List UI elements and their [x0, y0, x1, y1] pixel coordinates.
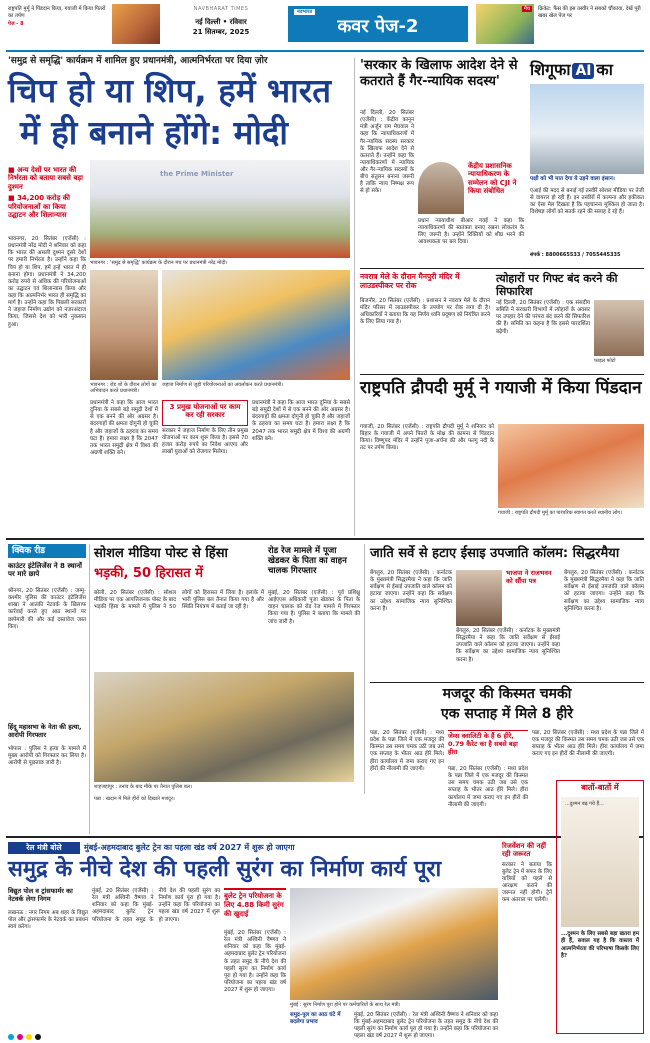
quick-read-item-2-title[interactable]: हिंदू महासभा के नेता की हत्या, आरोपी गिरफ्तार [8, 723, 82, 739]
murmu-headline: राष्ट्रपति द्रौपदी मुर्मू ने गयाजी में किया पिंडदान [360, 378, 642, 398]
rail-kicker-label: रेल मंत्री बोले [8, 842, 80, 854]
rail-headline: समुद्र के नीचे देश की पहली सुरंग का निर्माण कार्य पूरा [8, 857, 442, 882]
shigufa-contact: संपर्क : 8800665533 / 7055445335 [530, 252, 621, 258]
caste-body: बेंगलुरु, 20 सितंबर (एजेंसी) : कर्नाटक के मुख्यमंत्री सिद्धरमैया ने कहा कि जाति सर्वेक्षण से ईसाई उपजाति वाले कॉलम को हटाया जाएगा। उन्होंने कहा कि सर्वेक्षण का उद्देश्य सामाजिक न्याय सुनिश्चित करना है। [370, 570, 452, 612]
left-promo-photo [112, 4, 160, 44]
murmu-body: गयाजी, 20 सितंबर (एजेंसी) : राष्ट्रपति द्रौपदी मुर्मू ने शनिवार को बिहार के गयाजी में अपने पितरों के मोक्ष की कामना से पिंडदान किया। विष्णुपद मंदिर में उन्होंने पूजा-अर्चना की और फल्गु नदी के तट पर तर्पण किया। [360, 424, 494, 452]
lead-body-col1: भावनगर, 20 सितंबर (एजेंसी) : प्रधानमंत्री नरेंद्र मोदी ने शनिवार को कहा कि भारत की असली दुश्मन दूसरे देशों पर हमारी निर्भरता है। उन्होंने कहा कि चिप हो या शिप, हमें इन्हें भारत में ही बनाना होगा। प्रधानमंत्री ने 34,200 करोड़ रुपये से अधिक की परियोजनाओं का उद्घाटन एवं शिलान्यास किया और कहा कि आत्मनिर्भर भारत ही समृद्धि का मार्ग है। उन्होंने कहा कि पिछली सरकारों ने जहाज निर्माण उद्योग को नजरअंदाज किया, जिससे देश को भारी नुकसान हुआ। [8, 236, 86, 328]
rail-reserve-headline: रिजर्वेशन की नहीं रही जरूरत [502, 842, 546, 859]
lead-headline-1: चिप हो या शिप, हमें भारत [8, 71, 332, 110]
rail-caption: मुंबई : सुरंग निर्माण पूरा होने पर कर्मचारियों के साथ रेल मंत्री। [290, 1002, 401, 1008]
quick-read-item-3-body: लखनऊ : नगर निगम अब शहर के विद्युत पोल और ट्रांसफार्मर के नेटवर्क का प्रबंधन स्वयं करेगा। [8, 910, 88, 931]
shigufa-caption: पक्षी को भी मात देगा ये उड़ने वाला इंसान। [530, 176, 615, 182]
lead-bullets [8, 166, 86, 232]
page-title: कवर पेज-2 [337, 16, 419, 37]
social-headline-1: सोशल मीडिया पोस्ट से हिंसा [94, 546, 228, 561]
lead-body-col4: प्रधानमंत्री ने कहा कि आज भारत दुनिया के सबसे बड़े समुद्री देशों में से एक बनने की ओर अग्रसर है। बंदरगाहों की क्षमता दोगुनी हो चुकी है और जहाजों के ठहराव का समय घटा है। हमारा लक्ष्य है कि 2047 तक भारत समुद्री क्षेत्र में विश्व की अग्रणी शक्ति बने। [252, 400, 350, 442]
rule-caste-bottom [370, 682, 644, 683]
right-promo[interactable] [538, 6, 644, 44]
baaton-cartoon-caption: ...दुश्मन बढ़ गये हैं... [565, 801, 604, 807]
diamond-body-3: पन्ना, 20 सितंबर (एजेंसी) : मध्य प्रदेश के पन्ना जिले में एक मजदूर की किस्मत उस समय चमक उठी जब उसे एक सप्ताह के भीतर आठ हीरे मिले। हीरा कार्यालय में जमा कराए गए इन हीरों की नीलामी की जाएगी। [532, 730, 644, 758]
shigufa-header: शिगूफा AI का [530, 60, 613, 79]
page-title-box [288, 6, 468, 42]
caste-headline: जाति सर्वे से हटाए ईसाइ उपजाति कॉलम: सिद्धरमैया [370, 546, 620, 561]
right-promo-text: क्रिकेट: फैंस की इस तस्वीर ने सबको चौंकाया, देखें पूरी खबर खेल पेज पर [538, 6, 641, 19]
rail-reserve-body: सरकार ने बताया कि बुलेट ट्रेन में सफर के लिए यात्रियों को पहले से आरक्षण कराने की जरूरत नहीं होगी। ट्रेनें कम अंतराल पर चलेंगी। [502, 861, 552, 904]
social-body: बरेली, 20 सितंबर (एजेंसी) : सोशल मीडिया पर एक आपत्तिजनक पोस्ट के बाद भड़की हिंसा के मामले में पुलिस ने 50 लोगों को हिरासत में लिया है। इलाके में भारी पुलिस बल तैनात किया गया है और स्थिति नियंत्रण में बताई जा रही है। [94, 590, 264, 611]
quick-read-item-3-title[interactable]: विद्युत पोल व ट्रांसफार्मर का नेटवर्क लेगा निगम [8, 887, 73, 903]
caste-photo [456, 570, 502, 626]
caste-body-2: बेंगलुरु, 20 सितंबर (एजेंसी) : कर्नाटक के मुख्यमंत्री सिद्धरमैया ने कहा कि जाति सर्वेक्षण से ईसाई उपजाति वाले कॉलम को हटाया जाएगा। उन्होंने कहा कि सर्वेक्षण का उद्देश्य सामाजिक न्याय सुनिश्चित करना है। [456, 628, 560, 663]
left-promo-label: पेज - 8 [8, 20, 24, 27]
left-promo-text: राष्ट्रपति मुर्मू ने पिंडदान किया, गयाजी में किया पितरों का तर्पण [8, 6, 106, 19]
caste-box: भाजपा ने राजभवन को सौंपा पत्र [506, 569, 552, 585]
festival-caption: फाइल फोटो [594, 358, 616, 364]
diamond-body: पन्ना, 20 सितंबर (एजेंसी) : मध्य प्रदेश के पन्ना जिले में एक मजदूर की किस्मत उस समय चमक उठी जब उसे एक सप्ताह के भीतर आठ हीरे मिले। हीरा कार्यालय में जमा कराए गए इन हीरों की नीलामी की जाएगी। [370, 730, 444, 772]
quick-read-item-2-body: भोपाल : पुलिस ने हत्या के मामले में मुख्य आरोपी को गिरफ्तार कर लिया है। आरोपी से पूछताछ जारी है। [8, 746, 86, 767]
baaton-quote: ...दुश्मन के लिए सबसे बड़ा खतरा हम ही हैं, सवाल यह है कि वास्तव में आत्मनिर्भरता की परिभाषा किसके लिए है? [561, 931, 639, 959]
navratra-headline: नवरात्र मेले के दौरान मैनपुरी मंदिर में लाउडस्पीकर पर रोक [360, 272, 460, 291]
navratra-body: बिजनौर, 20 सितंबर (एजेंसी) : प्रशासन ने नवरात्र मेले के दौरान मंदिर परिसर में लाउडस्पीकर के उपयोग पर रोक लगा दी है। अधिकारियों ने बताया कि यह निर्णय ध्वनि प्रदूषण को नियंत्रित करने के लिए लिया गया है। [360, 298, 490, 326]
lead-photo-small-caption: भावनगर : रोड शो के दौरान लोगों का अभिवादन करते प्रधानमंत्री। [90, 382, 157, 395]
baaton-label: बातों-बातों में [557, 781, 643, 795]
lead-bullet-1: ■ अन्य देशों पर भारत की निर्भरता को बताया सबसे बड़ा दुश्मन [8, 166, 83, 191]
rule-right-top [360, 268, 644, 269]
ai-badge: AI [572, 63, 594, 79]
festival-headline: त्योहारों पर गिफ्ट बंद करने की सिफारिश [496, 272, 618, 299]
col-divider-2 [89, 544, 90, 834]
col-divider-3 [364, 544, 365, 794]
registration-marks [8, 1034, 41, 1040]
masthead-rule [6, 50, 644, 52]
right-badge: मैच [523, 6, 530, 12]
lead-kicker: 'समुद्र से समृद्धि' कार्यक्रम में शामिल हुए प्रधानमंत्री, आत्मनिर्भरता पर दिया ज़ोर [8, 56, 268, 66]
quick-read-label: क्विक रीड [8, 544, 86, 558]
quick-read-item-1-body: श्रीनगर, 20 सितंबर (एजेंसी) : जम्मू-कश्मीर पुलिस की काउंटर इंटेलिजेंस शाखा ने आतंकी नेटवर्क के खिलाफ कार्रवाई करते हुए आठ स्थानों पर छापेमारी की और कई दस्तावेज जब्त किए। [8, 588, 86, 630]
baaton-cartoon [561, 797, 639, 927]
date-block [166, 6, 276, 44]
caste-body-3: बेंगलुरु, 20 सितंबर (एजेंसी) : कर्नाटक के मुख्यमंत्री सिद्धरमैया ने कहा कि जाति सर्वेक्षण से ईसाई उपजाति वाले कॉलम को हटाया जाएगा। उन्होंने कहा कि सर्वेक्षण का उद्देश्य सामाजिक न्याय सुनिश्चित करना है। [564, 570, 644, 612]
rail-photo [290, 888, 498, 1000]
festival-body: नई दिल्ली, 20 सितंबर (एजेंसी) : एक संसदीय समिति ने सरकारी विभागों में त्योहारों के अवसर पर उपहार देने की परंपरा बंद करने की सिफारिश की है। समिति का कहना है कि इससे पारदर्शिता बढ़ेगी। [496, 300, 590, 335]
shigufa-photo [530, 84, 644, 174]
rail-kicker: मुंबई-अहमदाबाद बुलेट ट्रेन का पहला खंड वर्ष 2027 में शुरू हो जाएगा [84, 843, 295, 852]
road-rage-body: मुंबई, 20 सितंबर (एजेंसी) : पूर्व प्रशिक्षु आईएएस अधिकारी पूजा खेडकर के पिता के वाहन चालक को रोड रेज मामले में गिरफ्तार किया गया है। पुलिस ने बताया कि मामले की जांच जारी है। [268, 590, 360, 625]
murmu-photo [498, 424, 644, 508]
lead-photo-crowd-caption: जहाज निर्माण से जुड़ी परियोजनाओं का अवलोकन करते प्रधानमंत्री। [162, 382, 284, 388]
date: 21 सितम्बर, 2025 [192, 28, 250, 36]
lead-photo-small [90, 270, 158, 380]
diamond-headline-2: एक सप्ताह में मिले 8 हीरे [440, 706, 574, 722]
lead-callout: 3 प्रमुख योजनाओं पर काम कर रही सरकार [162, 400, 248, 426]
masthead [0, 0, 650, 48]
rail-body-3: मुंबई, 20 सितंबर (एजेंसी) : रेल मंत्री अश्विनी वैष्णव ने शनिवार को कहा कि मुंबई-अहमदाबाद बुलेट ट्रेन परियोजना के तहत समुद्र के नीचे देश की पहली सुरंग का निर्माण कार्य पूरा हो गया है। उन्होंने कहा कि परियोजना का पहला खंड वर्ष 2027 में शुरू हो जाएगा। [354, 1012, 498, 1040]
side-body: नई दिल्ली, 20 सितंबर (एजेंसी) : केंद्रीय कानून मंत्री अर्जुन राम मेघवाल ने कहा कि न्यायाधिकरणों में गैर-न्यायिक सदस्य सरकार के खिलाफ आदेश देने से कतराते हैं। उन्होंने कहा कि न्यायाधिकरणों में न्यायिक और गैर-न्यायिक सदस्यों के बीच संतुलन बनाना जरूरी है ताकि न्याय निष्पक्ष रूप से हो सके। [360, 110, 414, 195]
social-photo [94, 672, 354, 782]
road-rage-headline: रोड रेज मामले में पूजा खेडकर के पिता का वाहन चालक गिरफ्तार [268, 546, 347, 577]
paper-name: NAVBHARAT TIMES [193, 6, 249, 12]
right-promo-photo [476, 4, 534, 44]
diamond-callout: जेम्स क्वालिटी के हैं 6 हीरे, 0.79 कैरेट का है सबसे बड़ा हीरा [448, 730, 528, 764]
lead-body-col2: प्रधानमंत्री ने कहा कि आज भारत दुनिया के सबसे बड़े समुद्री देशों में से एक बनने की ओर अग्रसर है। बंदरगाहों की क्षमता दोगुनी हो चुकी है और जहाजों के ठहराव का समय घटा है। हमारा लक्ष्य है कि 2047 तक भारत समुद्री क्षेत्र में विश्व की अग्रणी शक्ति बने। [90, 400, 158, 456]
social-caption: शाहजहांपुर : तनाव के बाद मौके पर तैनात पुलिस बल। [94, 784, 193, 790]
left-promo[interactable] [8, 6, 108, 44]
side-headline: 'सरकार के खिलाफ आदेश देने से कतराते हैं गैर-न्यायिक सदस्य' [360, 58, 518, 89]
rule-section-3 [6, 836, 644, 838]
festival-photo [594, 300, 644, 356]
side-photo [418, 162, 464, 214]
rule-section-2 [6, 538, 644, 540]
lead-bullet-2: ■ 34,200 करोड़ की परियोजनाओं का किया उद्घाटन और शिलान्यास [8, 194, 70, 219]
quick-read-item-1-title[interactable]: काउंटर इंटेलिजेंस ने 8 स्थानों पर मारे छापे [8, 562, 82, 579]
rail-body: मुंबई, 20 सितंबर (एजेंसी) : रेल मंत्री अश्विनी वैष्णव ने शनिवार को कहा कि मुंबई-अहमदाबाद बुलेट ट्रेन परियोजना के तहत समुद्र के नीचे देश की पहली सुरंग का निर्माण कार्य पूरा हो गया है। उन्होंने कहा कि परियोजना का पहला खंड वर्ष 2027 में शुरू हो जाएगा। [92, 888, 220, 923]
diamond-body-2: पन्ना, 20 सितंबर (एजेंसी) : मध्य प्रदेश के पन्ना जिले में एक मजदूर की किस्मत उस समय चमक उठी जब उसे एक सप्ताह के भीतर आठ हीरे मिले। हीरा कार्यालय में जमा कराए गए इन हीरों की नीलामी की जाएगी। [448, 766, 528, 808]
lead-callout-body: सरकार ने जहाज निर्माण के लिए तीन प्रमुख योजनाओं पर काम शुरू किया है। इससे 70 हजार करोड़ रुपये का निवेश आएगा और लाखों युवाओं को रोजगार मिलेगा। [162, 428, 248, 456]
lead-photo-caption: भावनगर : 'समुद्र से समृद्धि' कार्यक्रम के दौरान मंच पर प्रधानमंत्री नरेंद्र मोदी। [90, 260, 228, 266]
col-divider-1 [354, 58, 355, 536]
side-body2: प्रधान न्यायाधीश बीआर गवई ने कहा कि न्यायाधिकरणों की स्वतंत्रता बनाए रखना लोकतंत्र के लिए जरूरी है। उन्होंने रिक्तियों को शीघ्र भरने की आवश्यकता पर बल दिया। [418, 218, 524, 246]
rail-body-2: मुंबई, 20 सितंबर (एजेंसी) : रेल मंत्री अश्विनी वैष्णव ने शनिवार को कहा कि मुंबई-अहमदाबाद बुलेट ट्रेन परियोजना के तहत समुद्र के नीचे देश की पहली सुरंग का निर्माण कार्य पूरा हो गया है। उन्होंने कहा कि परियोजना का पहला खंड वर्ष 2027 में शुरू हो जाएगा। [224, 930, 286, 993]
shigufa-body: एआई की मदद से बनाई गई तस्वीरें सोशल मीडिया पर तेजी से वायरल हो रही हैं। इन तस्वीरों में कल्पना और हकीकत का ऐसा मेल दिखता है कि पहचानना मुश्किल हो जाता है। विशेषज्ञ लोगों को सतर्क रहने की सलाह दे रहे हैं। [530, 188, 644, 216]
baaton-box [556, 780, 644, 1034]
rail-side-box: समुद्र-पुल का आठ घंटे में बदलेगा प्रभाव [290, 1012, 341, 1025]
city-date: नई दिल्ली • रविवार [195, 18, 247, 27]
side-box-headline: केंद्रीय प्रशासनिक न्यायाधिकरण के सम्मेलन को CJI ने किया संबोधित [468, 162, 517, 196]
lead-headline-2: में ही बनाने होंगे: मोदी [20, 113, 288, 152]
diamond-caption: पन्ना : खदान में मिले हीरों को दिखाते मजदूर। [94, 796, 175, 802]
lead-photo-main: the Prime Minister [90, 160, 350, 258]
diamond-headline-1: मजदूर की किस्मत चमकी [442, 686, 572, 702]
rule-right-mid [360, 374, 644, 375]
murmu-caption: गयाजी : राष्ट्रपति द्रौपदी मुर्मू का पारंपरिक स्वागत करते स्थानीय लोग। [498, 510, 623, 516]
rail-callout: बुलेट ट्रेन परियोजना के लिए 4.88 किमी सुरंग की खुदाई [224, 888, 286, 928]
rail-reserve-box [502, 842, 552, 1030]
social-headline-2: भड़की, 50 हिरासत में [94, 566, 203, 581]
lead-photo-crowd [162, 270, 350, 380]
section-label: नवभारत [294, 9, 315, 15]
